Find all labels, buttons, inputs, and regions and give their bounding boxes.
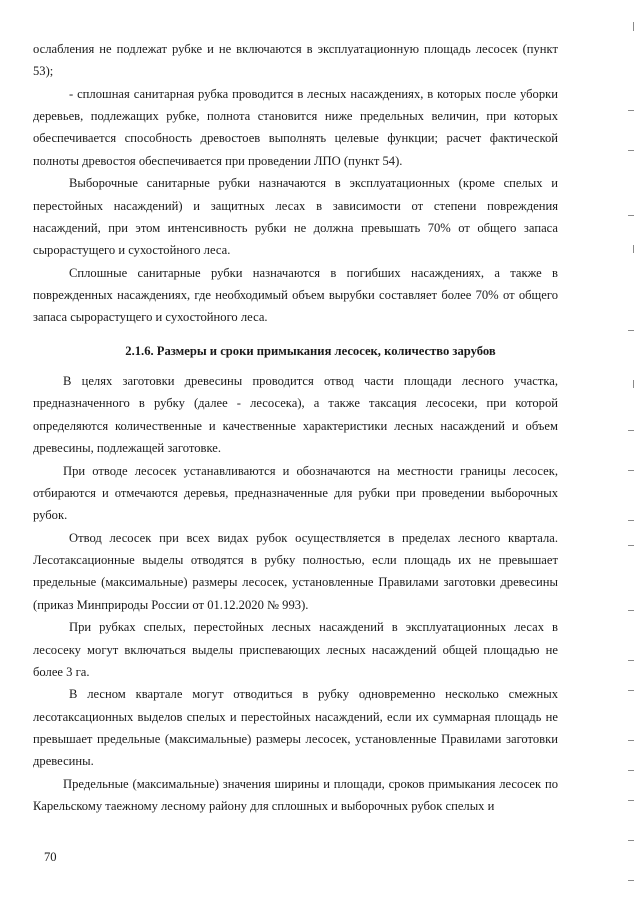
section-heading: 2.1.6. Размеры и сроки примыкания лесосек, количество зарубов (125, 343, 496, 358)
paragraph-limit-values: Предельные (максимальные) значения ширины и площади, сроков примыкания лесосек по Карельскому таежному лесному району для сплошных и выборочных рубок спелых и (33, 776, 558, 814)
scan-edge-marks (620, 0, 640, 905)
paragraph-clear-sanitary: Сплошные санитарные рубки назначаются в погибших насаждениях, а также в поврежденных насаждениях, где необходимый объем вырубки составляет более 70% от общего запаса сырорастущего и сухостойного леса. (33, 265, 558, 325)
paragraph-allocation: В целях заготовки древесины проводится отвод части площади лесного участка, предназначенного в рубку (далее - лесосека), а также таксация лесосеки, при которой определяются количественные и качественные характеристики лесных насаждений и объем древесины, подлежащей заготовке. (33, 374, 558, 455)
paragraph-selective-sanitary: Выборочные санитарные рубки назначаются в эксплуатационных (кроме спелых и перестойных насаждений) и защитных лесах в зависимости от степени повреждения насаждений, при этом интенсивность рубки не должна превышать 70% от общего запаса сырорастущего и сухостойного леса. (33, 176, 558, 258)
paragraph-boundaries: При отводе лесосек устанавливаются и обозначаются на местности границы лесосек, отбираются и отмечаются деревья, предназначенные для рубки при проведении выборочных рубок. (33, 463, 558, 523)
paragraph-quarter-limits: Отвод лесосек при всех видах рубок осуществляется в пределах лесного квартала. Лесотаксационные выделы отводятся в рубку полностью, если площадь их не превышает предельные (максимальные) размеры лесосек, установленные Правилами заготовки древесины (приказ Минприроды России от 01.12.2020 № 993). (33, 530, 558, 612)
paragraph-adjacent-plots: В лесном квартале могут отводиться в рубку одновременно несколько смежных лесотаксационных выделов спелых и перестойных насаждений, если их суммарная площадь не превышает предельные (максимальные) размеры лесосек, установленные Правилами заготовки древесины. (33, 687, 558, 769)
document-body (33, 38, 558, 818)
page-number: 70 (44, 850, 57, 864)
paragraph-sanitary-clear-cut: - сплошная санитарная рубка проводится в лесных насаждениях, в которых после уборки деревьев, подлежащих рубке, полнота становится ниже предельных величин, при которых обеспечивается способность древостоев выполнять целевые функции; расчет фактической полноты древостоя обеспечивается при проведении ЛПО (пункт 54). (33, 86, 558, 168)
paragraph-continuation: ослабления не подлежат рубке и не включаются в эксплуатационную площадь лесосек (пункт 53); (33, 42, 558, 79)
paragraph-maturing-stands: При рубках спелых, перестойных лесных насаждений в эксплуатационных лесах в лесосеку могут включаться выделы приспевающих лесных насаждений общей площадью не более 3 га. (33, 620, 558, 679)
